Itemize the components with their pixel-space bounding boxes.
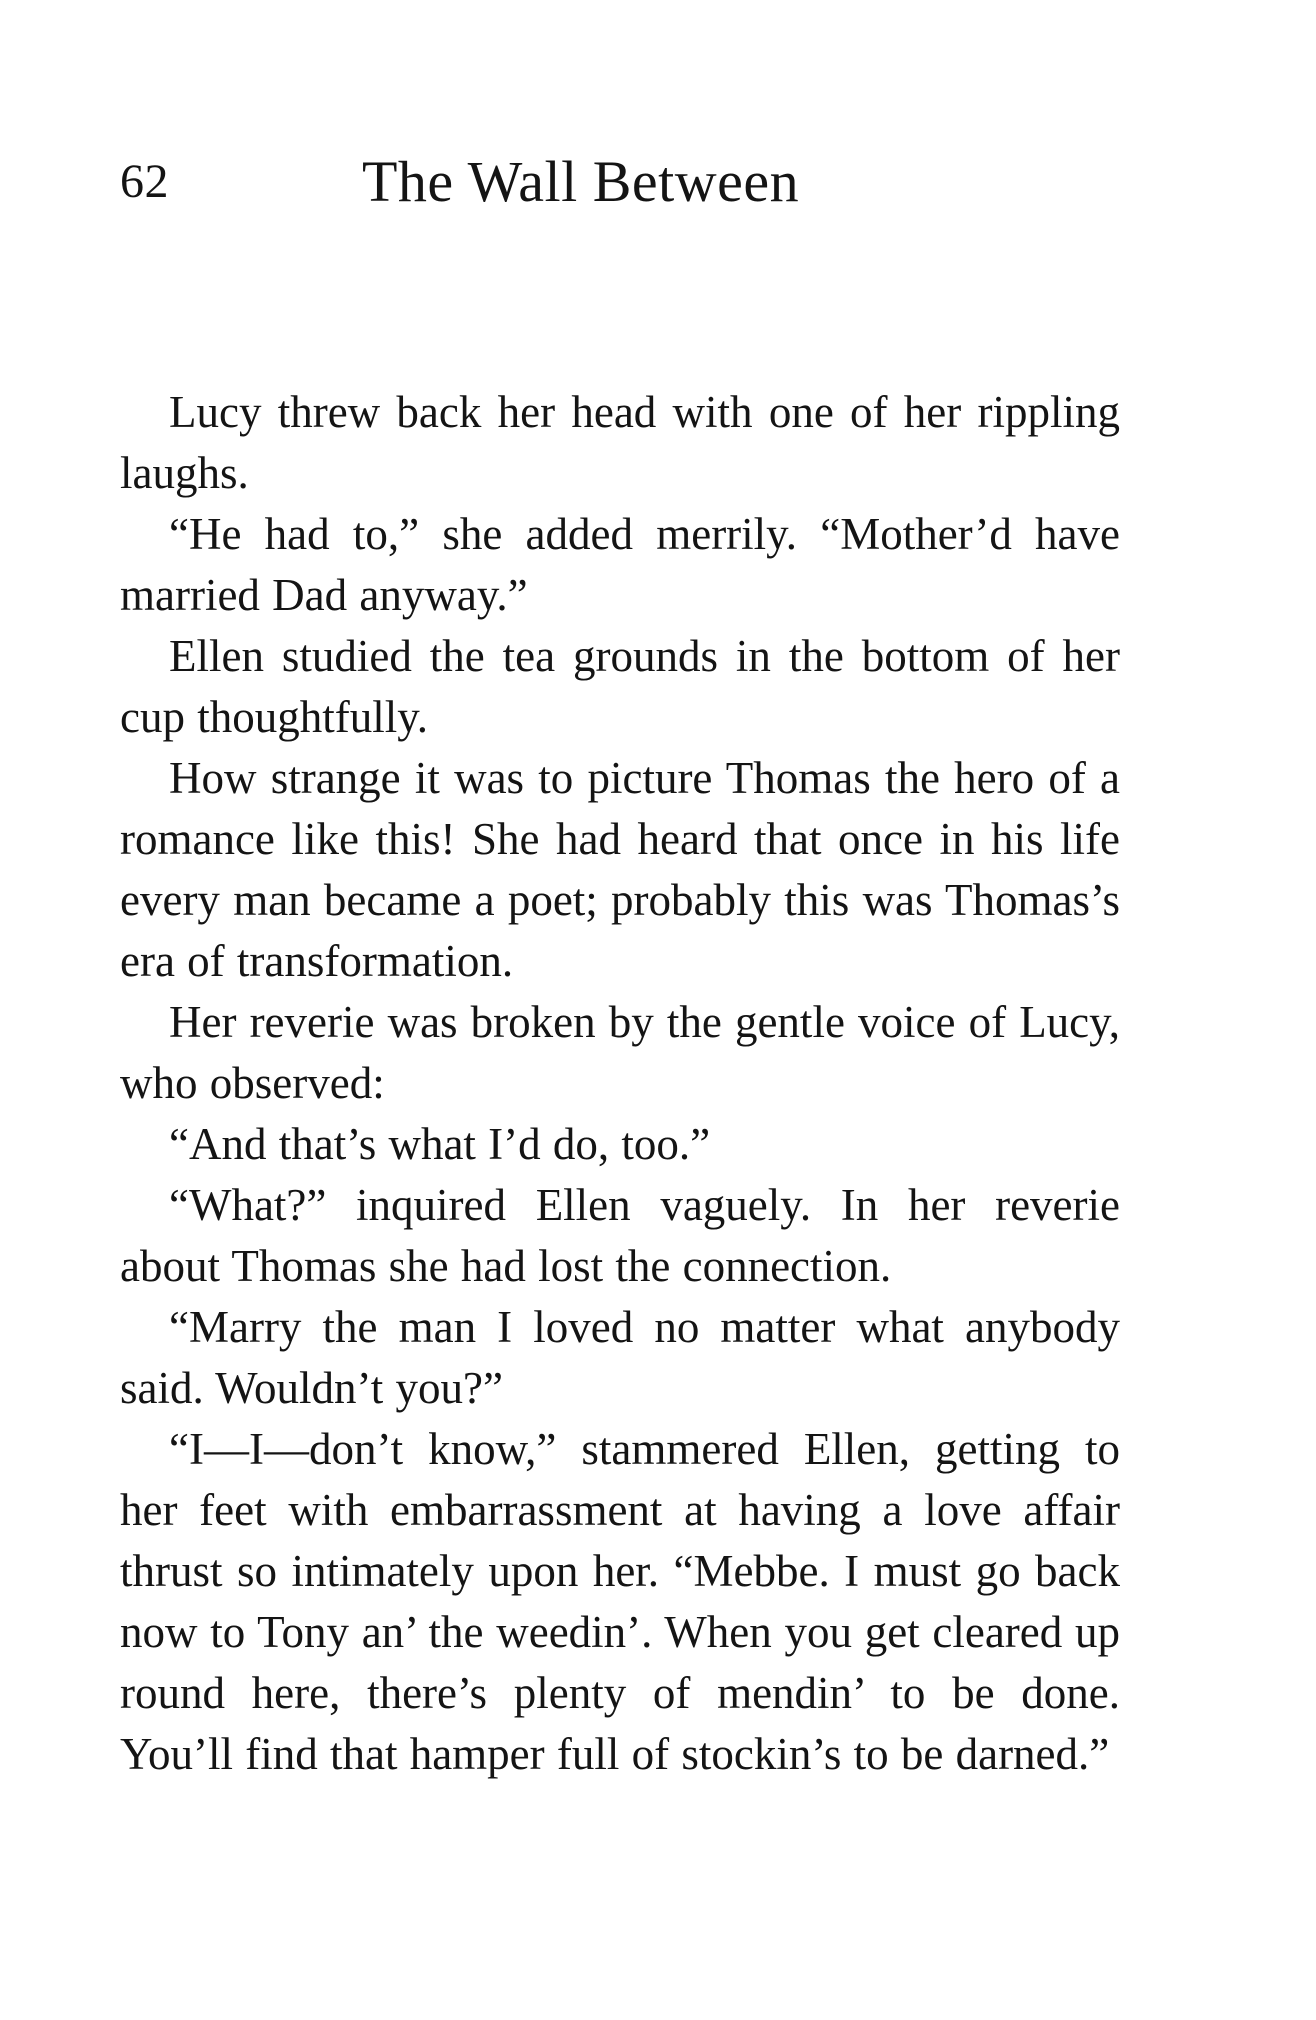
book-page (120, 140, 1120, 1785)
paragraph: “What?” inquired Ellen vaguely. In her reverie about Thomas she had lost the connection. (120, 1180, 1120, 1291)
paragraph: Ellen studied the tea grounds in the bottom of her cup thoughtfully. (120, 631, 1120, 742)
paragraph: “He had to,” she added merrily. “Mother’d have married Dad anyway.” (120, 509, 1120, 620)
body-text (120, 382, 1120, 1785)
paragraph: Her reverie was broken by the gentle voice of Lucy, who observed: (120, 997, 1120, 1108)
paragraph: Lucy threw back her head with one of her rippling laughs. (120, 387, 1120, 498)
paragraph: “And that’s what I’d do, too.” (169, 1119, 711, 1169)
page-number: 62 (120, 155, 169, 208)
book-title: The Wall Between (362, 149, 800, 214)
paragraph: How strange it was to picture Thomas the hero of a romance like this! She had heard that once in his life every man became a poet; probably this was Thomas’s era of transformation. (120, 753, 1120, 986)
paragraph: “I—I—don’t know,” stammered Ellen, getting to her feet with embarrassment at having a love affair thrust so intimately upon her. “Mebbe. I must go back now to Tony an’ the weedin’. When you get cleared up round here, there’s plenty of mendin’ to be done. You’ll find that hamper full of stockin’s to be darned.” (120, 1424, 1120, 1779)
paragraph: “Marry the man I loved no matter what anybody said. Wouldn’t you?” (120, 1302, 1120, 1413)
running-head (120, 140, 1120, 224)
